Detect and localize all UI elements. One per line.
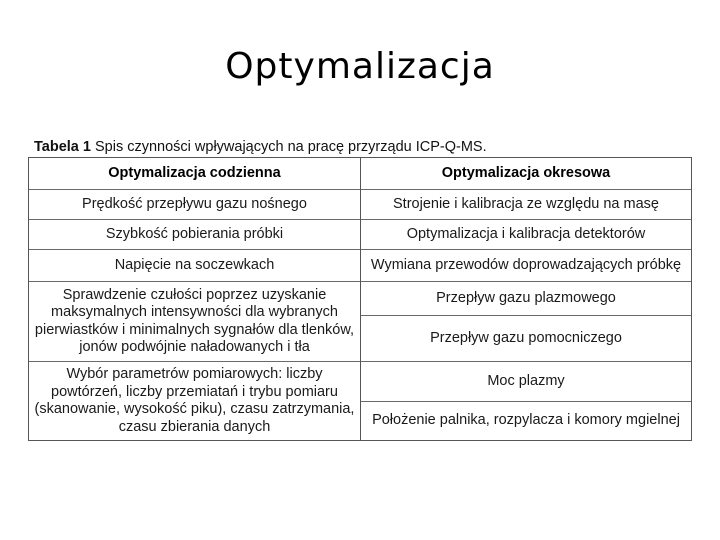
table-cell-daily-4: Sprawdzenie czułości poprzez uzyskanie maksymalnych intensywności dla wybranych pierwiastków i minimalnych sygnałów dla tlenków, jonów podwójnie naładowanych i tła <box>29 282 360 362</box>
table-caption-label: Tabela 1 <box>34 139 91 155</box>
table-cell-daily-1: Prędkość przepływu gazu nośnego <box>29 190 360 220</box>
table-header-periodic: Optymalizacja okresowa <box>361 158 691 190</box>
comparison-table <box>28 157 692 441</box>
table-column-daily <box>29 158 360 440</box>
table-cell-periodic-2: Optymalizacja i kalibracja detektorów <box>361 220 691 250</box>
table-cell-periodic-5: Przepływ gazu pomocniczego <box>361 316 691 362</box>
slide-title: Optymalizacja <box>225 46 495 87</box>
table-cell-daily-2: Szybkość pobierania próbki <box>29 220 360 250</box>
table-cell-periodic-6: Moc plazmy <box>361 362 691 402</box>
table-cell-periodic-3: Wymiana przewodów doprowadzających próbkę <box>361 250 691 282</box>
table-cell-periodic-1: Strojenie i kalibracja ze względu na masę <box>361 190 691 220</box>
table-column-periodic <box>360 158 691 440</box>
table-header-daily: Optymalizacja codzienna <box>29 158 360 190</box>
table-cell-daily-5: Wybór parametrów pomiarowych: liczby powtórzeń, liczby przemiatań i trybu pomiaru (skanowanie, wysokość piku), czasu zatrzymania, czasu zbierania danych <box>34 366 355 435</box>
table-cell-periodic-4: Przepływ gazu plazmowego <box>361 282 691 316</box>
table-caption <box>34 137 487 157</box>
table-cell-daily-3: Napięcie na soczewkach <box>29 250 360 282</box>
table-cell-periodic-7: Położenie palnika, rozpylacza i komory mgielnej <box>372 412 680 429</box>
table-caption-text: Spis czynności wpływających na pracę przyrządu ICP-Q-MS. <box>90 139 487 155</box>
